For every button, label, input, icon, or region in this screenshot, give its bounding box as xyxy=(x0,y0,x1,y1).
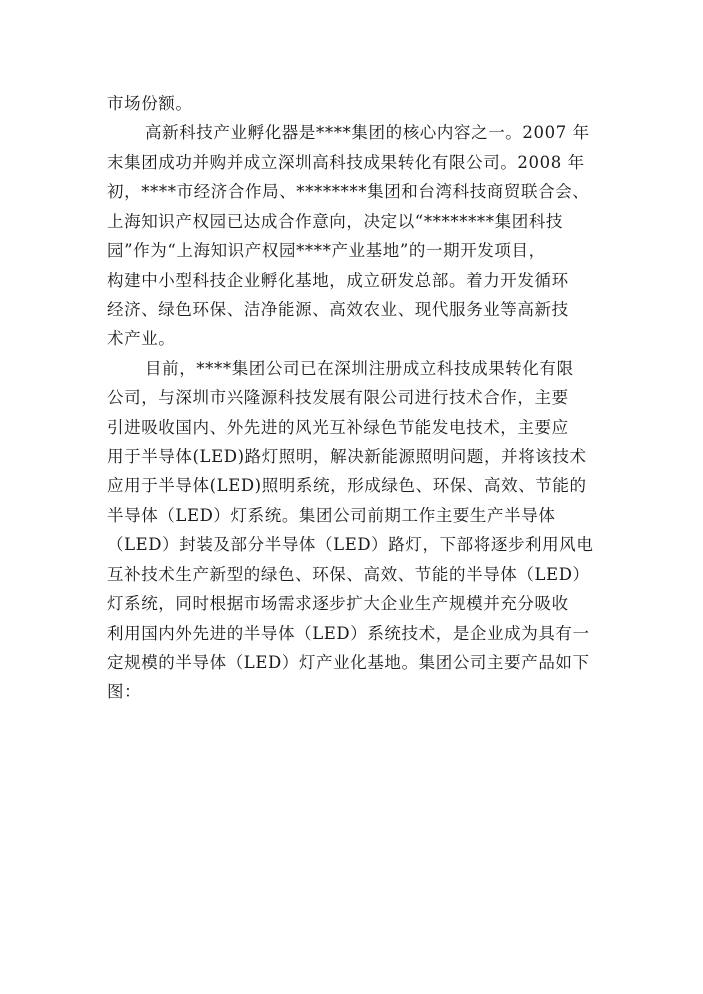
paragraph-1-line-4: 上海知识产权园已达成合作意向，决定以“********集团科技 xyxy=(107,212,564,231)
paragraph-1-line-1: 高新科技产业孵化器是****集团的核心内容之一。2007 年 xyxy=(145,123,590,142)
paragraph-1-line-6: 构建中小型科技企业孵化基地，成立研发总部。着力开发循环 xyxy=(107,271,569,290)
paragraph-2-line-8: 互补技术生产新型的绿色、环保、高效、节能的半导体（LED） xyxy=(107,565,590,584)
paragraph-2-line-1: 目前，****集团公司已在深圳注册成立科技成果转化有限 xyxy=(145,359,574,378)
paragraph-2-line-12: 图： xyxy=(107,682,142,701)
paragraph-1-line-8: 术产业。 xyxy=(107,329,176,348)
paragraph-2-line-11: 定规模的半导体（LED）灯产业化基地。集团公司主要产品如下 xyxy=(107,653,590,672)
paragraph-1-line-7: 经济、绿色环保、洁净能源、高效农业、现代服务业等高新技 xyxy=(107,300,569,319)
paragraph-1-line-2: 末集团成功并购并成立深圳高科技成果转化有限公司。2008 年 xyxy=(107,153,585,172)
paragraph-2-line-9: 灯系统，同时根据市场需求逐步扩大企业生产规模并充分吸收 xyxy=(107,594,569,613)
paragraph-2-line-5: 应用于半导体(LED)照明系统，形成绿色、环保、高效、节能的 xyxy=(107,476,587,495)
text-line-1: 市场份额。 xyxy=(107,94,193,113)
paragraph-1-line-3: 初，****市经济合作局、********集团和台湾科技商贸联合会、 xyxy=(107,182,590,201)
paragraph-2-line-2: 公司，与深圳市兴隆源科技发展有限公司进行技术合作，主要 xyxy=(107,388,569,407)
paragraph-2-line-3: 引进吸收国内、外先进的风光互补绿色节能发电技术，主要应 xyxy=(107,418,569,437)
paragraph-1-line-5: 园”作为“上海知识产权园****产业基地”的一期开发项目， xyxy=(107,241,546,260)
paragraph-2-line-4: 用于半导体(LED)路灯照明，解决新能源照明问题，并将该技术 xyxy=(107,447,587,466)
paragraph-2-line-10: 利用国内外先进的半导体（LED）系统技术，是企业成为具有一 xyxy=(107,624,590,643)
paragraph-2-line-7: （LED）封装及部分半导体（LED）路灯，下部将逐步利用风电 xyxy=(107,535,594,554)
paragraph-2-line-6: 半导体（LED）灯系统。集团公司前期工作主要生产半导体 xyxy=(107,506,556,525)
